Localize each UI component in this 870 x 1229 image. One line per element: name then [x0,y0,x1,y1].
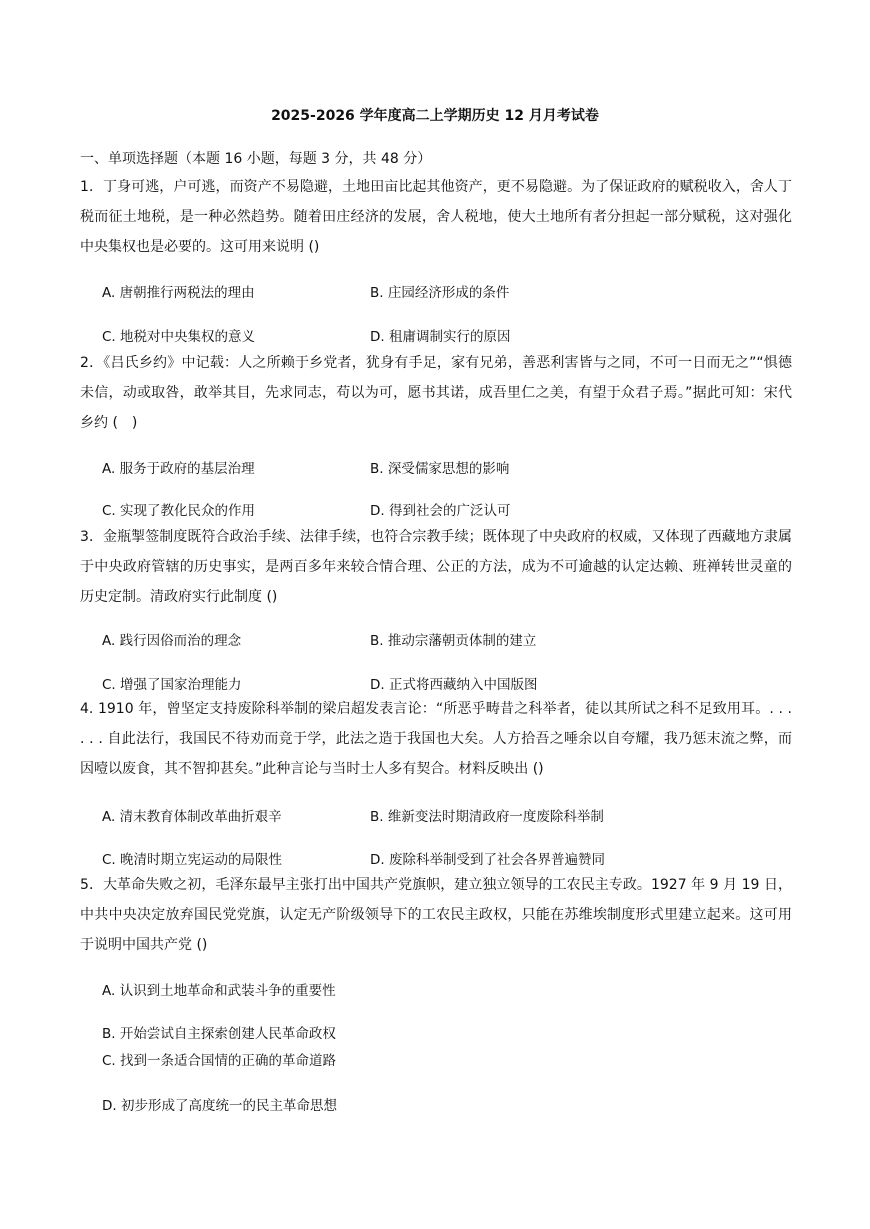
question-3-option-a: A. 践行因俗而治的理念 [102,633,242,649]
question-5-stem: 5．大革命失败之初，毛泽东最早主张打出中国共产党旗帜，建立独立领导的工农民主专政。1927 年 9 月 19 日，中共中央决定放弃国民党党旗，认定无产阶级领导下的工农民主政权，只能在苏维埃制度形式里建立起来。这可用于说明中国共产党 () [80,877,792,953]
question-1-option-c: C. 地税对中央集权的意义 [102,329,256,345]
question-5-option-b: B. 开始尝试自主探索创建人民革命政权 [102,1026,336,1042]
question-3-option-b: B. 推动宗藩朝贡体制的建立 [370,633,537,649]
question-4-option-c: C. 晚清时期立宪运动的局限性 [102,852,283,868]
question-1-option-d: D. 租庸调制实行的原因 [370,329,511,345]
question-5-option-a: A. 认识到土地革命和武装斗争的重要性 [102,983,336,999]
section-heading: 一、单项选择题（本题 16 小题，每题 3 分，共 48 分） [80,151,432,167]
question-3-option-c: C. 增强了国家治理能力 [102,677,242,693]
question-4-stem: 4. 1910 年，曾坚定支持废除科举制的梁启超发表言论：“所恶乎畴昔之科举者，徒以其所试之科不足致用耳。. . . . . . 自此法行，我国民不待劝而竞于学，此法之造于我国也大矣。人方拾吾之唾余以自夸耀，我乃惩末流之弊，而因噎以废食，其不智抑甚矣。”此种言论与当时士人多有契合。材料反映出 () [80,701,792,777]
question-5-option-d: D. 初步形成了高度统一的民主革命思想 [102,1098,337,1114]
question-1-option-b: B. 庄园经济形成的条件 [370,285,510,301]
question-4-option-b: B. 维新变法时期清政府一度废除科举制 [370,809,604,825]
question-1-stem: 1．丁身可逃，户可逃，而资产不易隐避，土地田亩比起其他资产，更不易隐避。为了保证政府的赋税收入，舍人丁税而征土地税，是一种必然趋势。随着田庄经济的发展，舍人税地，使大土地所有者分担起一部分赋税，这对强化中央集权也是必要的。这可用来说明 () [80,179,792,255]
question-2-option-c: C. 实现了教化民众的作用 [102,503,256,519]
question-1-option-a: A. 唐朝推行两税法的理由 [102,285,255,301]
question-2-stem: 2．《吕氏乡约》中记载：人之所赖于乡党者，犹身有手足，家有兄弟，善恶利害皆与之同，不可一日而无之”“惧德未信，动或取咎，敢举其目，先求同志，苟以为可，愿书其诺，成吾里仁之美，有望于众君子焉。”据此可知：宋代乡约 ( ) [80,355,792,431]
question-5-option-c: C. 找到一条适合国情的正确的革命道路 [102,1053,337,1069]
exam-title: 2025-2026 学年度高二上学期历史 12 月月考试卷 [271,108,599,124]
question-2-option-d: D. 得到社会的广泛认可 [370,503,511,519]
question-4-option-d: D. 废除科举制受到了社会各界普遍赞同 [370,852,605,868]
question-2-option-a: A. 服务于政府的基层治理 [102,461,255,477]
question-2-option-b: B. 深受儒家思想的影响 [370,461,510,477]
question-3-option-d: D. 正式将西藏纳入中国版图 [370,677,538,693]
question-4-option-a: A. 清末教育体制改革曲折艰辛 [102,809,282,825]
question-3-stem: 3．金瓶掣签制度既符合政治手续、法律手续，也符合宗教手续；既体现了中央政府的权威，又体现了西藏地方隶属于中央政府管辖的历史事实，是两百多年来较合情合理、公正的方法，成为不可逾越的认定达赖、班禅转世灵童的历史定制。清政府实行此制度 () [80,529,792,605]
